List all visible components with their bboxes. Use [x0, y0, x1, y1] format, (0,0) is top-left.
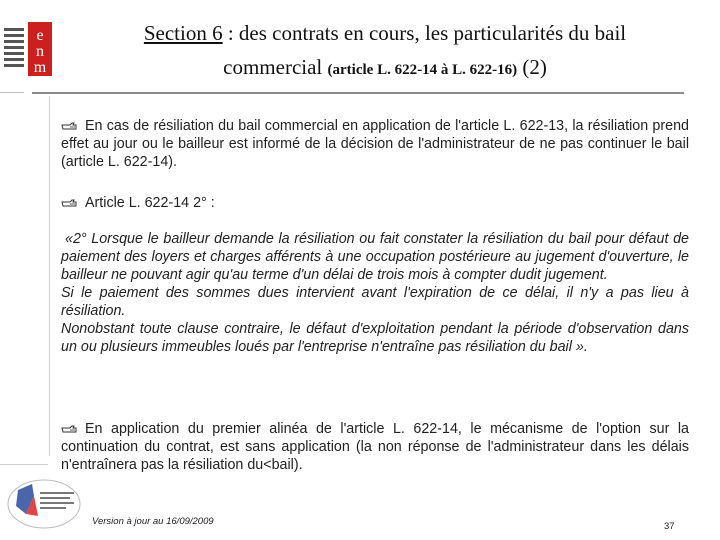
header-rule-left — [0, 92, 24, 93]
quote-line-1: «2° Lorsque le bailleur demande la résiliation ou fait constater la résiliation du bail pour défaut de paiement des loyers et charges afférents à une occupation postérieure au jugement d'ouverture, le bailleur ne pouvant agir qu'au terme d'un délai de trois mois à compter dudit jugement. — [61, 231, 689, 283]
paragraph-application — [61, 420, 689, 474]
svg-text:e: e — [36, 27, 44, 44]
svg-text:n: n — [36, 43, 44, 60]
pointing-hand-icon — [61, 119, 77, 129]
title-rest: : des contrats en cours, les particularités du bail — [222, 21, 627, 45]
title-section: Section 6 — [143, 21, 223, 45]
footer-margin-rule — [0, 464, 48, 465]
enm-logo — [0, 22, 52, 76]
paragraph-2-text: Article L. 622-14 2° : — [85, 195, 215, 211]
page-number: 37 — [664, 521, 675, 532]
title-article-ref: (article L. 622-14 à L. 622-16) — [327, 62, 518, 78]
paragraph-1-text: En cas de résiliation du bail commercial en application de l'article L. 622-13, la résiliation prend effet au jour ou le bailleur est informé de la décision de l'administrateur de ne pas continuer le bail (article L. 622-14). — [61, 118, 689, 170]
quote-line-2: Si le paiement des sommes dues intervient avant l'expiration de ce délai, il n'y a pas lieu à résiliation. — [61, 285, 689, 319]
paragraph-resiliation — [61, 117, 689, 171]
title-part: (2) — [517, 55, 547, 79]
ministry-seal-logo — [4, 476, 88, 534]
header-rule — [32, 92, 684, 94]
svg-text:m: m — [33, 59, 47, 76]
paragraph-article — [61, 194, 689, 212]
article-quote — [61, 230, 689, 356]
page-title — [60, 16, 710, 87]
pointing-hand-icon — [61, 196, 77, 206]
quote-line-3: Nonobstant toute clause contraire, le défaut d'exploitation pendant la période d'observation dans un ou plusieurs immeubles loués par l'entreprise n'entraîne pas résiliation du bail ». — [61, 321, 689, 355]
left-margin-rule — [49, 96, 50, 456]
title-line2-main: commercial — [223, 55, 328, 79]
version-date: Version à jour au 16/09/2009 — [92, 516, 214, 527]
pointing-hand-icon — [61, 422, 77, 432]
paragraph-3-text: En application du premier alinéa de l'article L. 622-14, le mécanisme de l'option sur la continuation du contrat, est sans application (la non réponse de l'administrateur dans les délais n'entraînera pas la résiliation du<bail). — [61, 421, 689, 473]
